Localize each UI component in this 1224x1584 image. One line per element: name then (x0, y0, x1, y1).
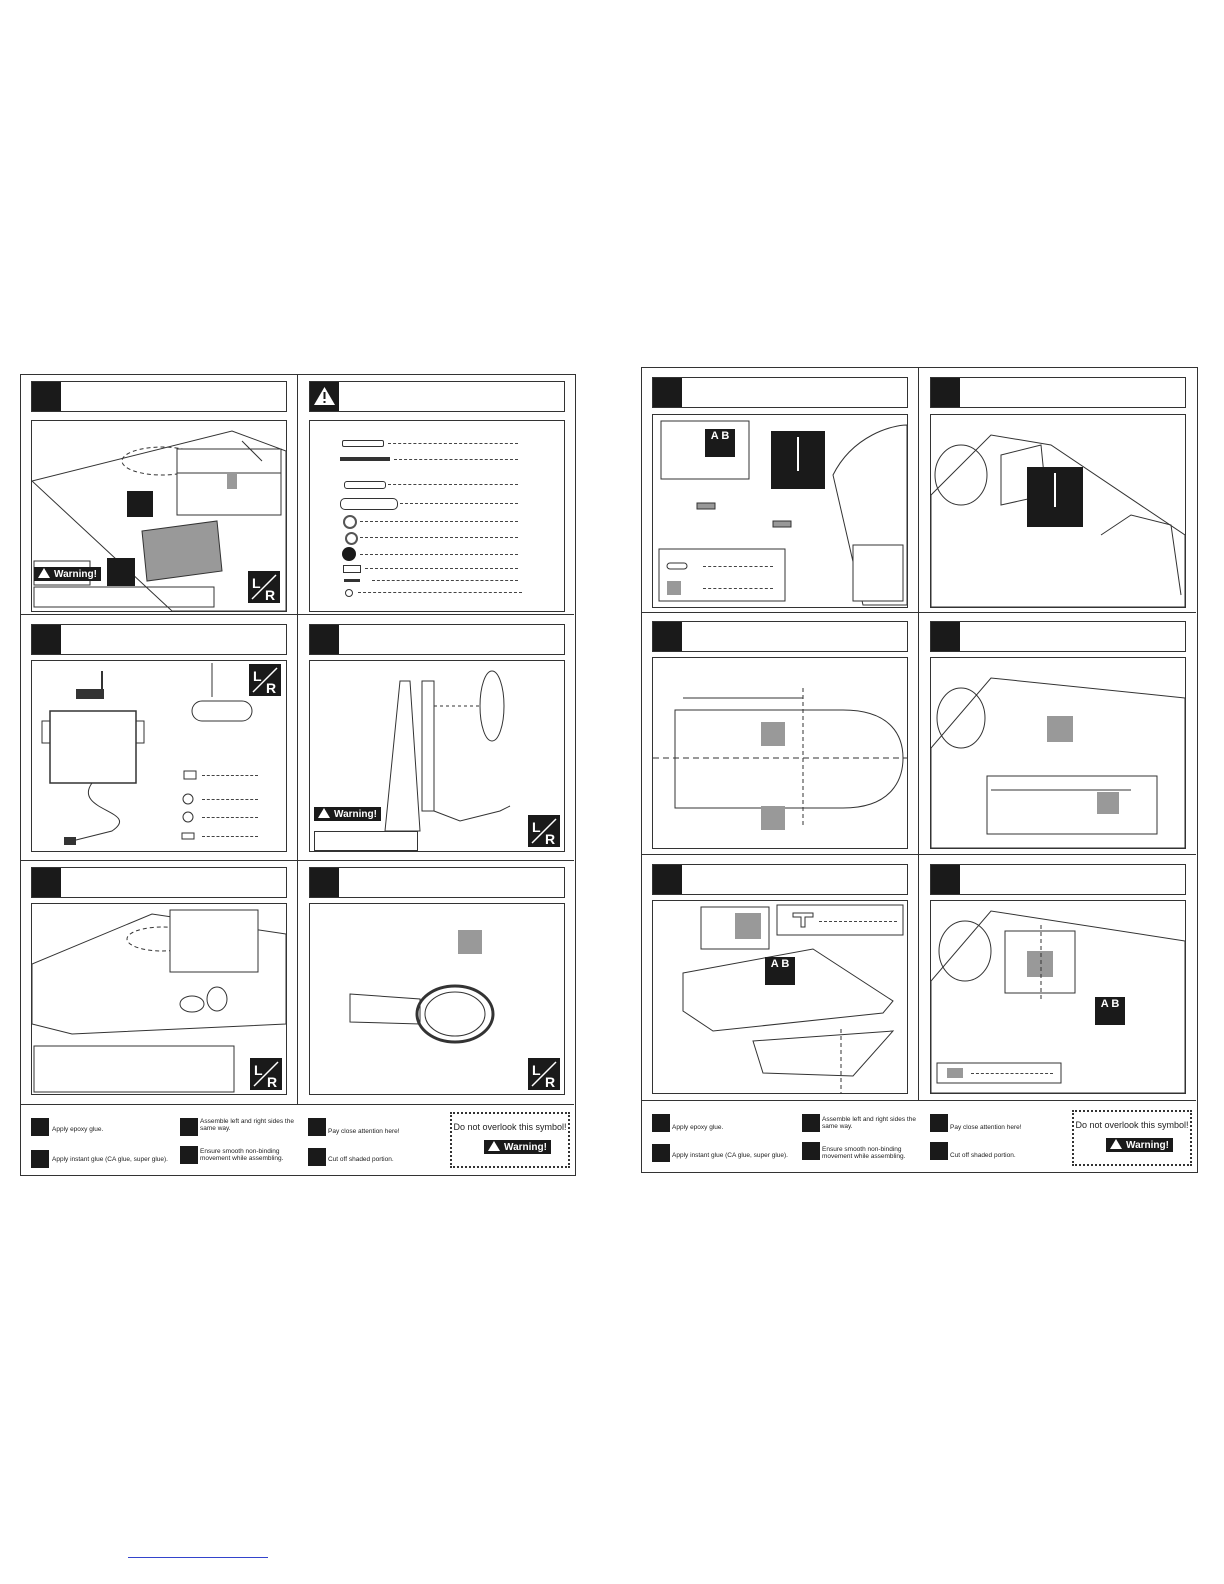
legend-epoxy-text: Apply epoxy glue. (672, 1124, 724, 1131)
left-sheet-row-divider-1 (21, 614, 574, 615)
legend-smooth-text: Ensure smooth non-binding movement while assembling. (200, 1148, 284, 1162)
smooth-movement-icon (802, 1142, 820, 1160)
part-wheel-icon (342, 547, 356, 561)
part-ring-icon (343, 515, 357, 529)
legend-cut-text: Cut off shaded portion. (950, 1152, 1016, 1159)
part-hinge-icon (344, 481, 386, 489)
illustration-wing-hinge (31, 420, 287, 612)
warning-badge: Warning! (34, 567, 101, 581)
part-bolt-icon (340, 457, 390, 461)
part-dash (202, 817, 258, 818)
part-dash (703, 588, 773, 589)
left-sheet-row-divider-2 (21, 860, 574, 861)
legend-epoxy-text: Apply epoxy glue. (52, 1126, 104, 1133)
step-header (652, 621, 908, 652)
step-number-box (310, 625, 339, 654)
left-sheet-legend-divider (21, 1104, 574, 1105)
step-header (31, 381, 287, 412)
svg-text:R: R (267, 1074, 278, 1090)
svg-text:L: L (532, 819, 541, 835)
illustration-canopy-pins (652, 414, 908, 608)
svg-text:R: R (266, 680, 277, 696)
legend-lr-text: Assemble left and right sides the same way. (822, 1116, 916, 1130)
ca-glue-icon (31, 1150, 49, 1168)
step-header (31, 624, 287, 655)
step-number-box (32, 868, 61, 897)
left-right-icon (802, 1114, 820, 1132)
part-dash (358, 592, 522, 593)
left-right-icon (528, 1058, 560, 1090)
part-clip-icon (345, 532, 358, 545)
step-number-box (32, 382, 61, 411)
svg-text:L: L (252, 575, 261, 591)
smooth-movement-icon (107, 558, 135, 586)
step-number-box (653, 865, 682, 894)
step-header (309, 867, 565, 898)
warning-triangle-icon (310, 382, 339, 411)
ab-glue-tag: A B (765, 957, 795, 985)
svg-text:R: R (265, 587, 276, 603)
part-pin-icon (342, 440, 384, 447)
cut-icon (930, 1142, 948, 1160)
ca-glue-icon (652, 1144, 670, 1162)
right-sheet-row-divider-1 (642, 612, 1196, 613)
overlook-box (450, 1112, 570, 1168)
attention-icon (308, 1118, 326, 1136)
step-number-box (653, 622, 682, 651)
step-header (652, 864, 908, 895)
illustration-servo (31, 660, 287, 852)
left-right-icon (180, 1118, 198, 1136)
illustration-canopy-top (652, 657, 908, 849)
illustration-wheel-ring (309, 903, 565, 1095)
illustration-canopy-part (652, 900, 908, 1094)
attention-icon (930, 1114, 948, 1132)
legend-smooth-text: Ensure smooth non-binding movement while assembling. (822, 1146, 906, 1160)
left-right-icon (250, 1058, 282, 1090)
overlook-title: Do not overlook this symbol! (453, 1122, 567, 1132)
part-dash (202, 836, 258, 837)
step-header (930, 377, 1186, 408)
right-sheet-divider (918, 368, 919, 1100)
left-right-icon (248, 571, 280, 603)
part-dash (394, 459, 518, 460)
illustration-cockpit-drill (930, 414, 1186, 608)
note-box (314, 831, 418, 851)
warning-badge: Warning! (314, 807, 381, 821)
part-collar-icon (343, 565, 361, 573)
legend-ca-text: Apply instant glue (CA glue, super glue). (672, 1152, 788, 1159)
illustration-cockpit-glue (930, 900, 1186, 1094)
illustration-landing-gear (309, 660, 565, 852)
part-dash (360, 521, 518, 522)
part-dash (388, 484, 518, 485)
right-sheet-row-divider-2 (642, 854, 1196, 855)
step-number-box (931, 378, 960, 407)
warning-badge: Warning! (484, 1140, 551, 1154)
legend-attention-text: Pay close attention here! (950, 1124, 1022, 1131)
left-right-icon (249, 664, 281, 696)
ab-glue-tag: A B (705, 429, 735, 457)
legend-cut-text: Cut off shaded portion. (328, 1156, 394, 1163)
left-right-icon (528, 815, 560, 847)
part-dash (202, 799, 258, 800)
part-dash (360, 554, 518, 555)
step-header (652, 377, 908, 408)
warning-header (309, 381, 565, 412)
illustration-cockpit-measure (930, 657, 1186, 849)
part-dash (971, 1073, 1053, 1074)
step-header (930, 864, 1186, 895)
part-dash (360, 537, 518, 538)
illustration-wing-servo-mount (31, 903, 287, 1095)
step-header (309, 624, 565, 655)
step-number-box (653, 378, 682, 407)
part-horn-icon (340, 498, 398, 510)
part-dash (202, 775, 258, 776)
part-dash (703, 566, 773, 567)
right-sheet-legend-divider (642, 1100, 1196, 1101)
cut-icon (308, 1148, 326, 1166)
part-screw-icon (344, 579, 360, 582)
part-dash (365, 568, 518, 569)
overlook-box (1072, 1110, 1192, 1166)
part-dash (372, 580, 518, 581)
left-sheet-divider (297, 375, 298, 1105)
epoxy-icon (31, 1118, 49, 1136)
step-number-box (32, 625, 61, 654)
overlook-title: Do not overlook this symbol! (1075, 1120, 1189, 1130)
svg-text:R: R (545, 1074, 556, 1090)
legend-ca-text: Apply instant glue (CA glue, super glue). (52, 1156, 168, 1163)
part-washer-icon (345, 589, 353, 597)
step-number-box (931, 865, 960, 894)
part-dash (388, 443, 518, 444)
step-header (930, 621, 1186, 652)
smooth-movement-icon (180, 1146, 198, 1164)
svg-text:L: L (253, 668, 262, 684)
warning-badge: Warning! (1106, 1138, 1173, 1152)
legend-attention-text: Pay close attention here! (328, 1128, 400, 1135)
svg-text:R: R (545, 831, 556, 847)
step-number-box (931, 622, 960, 651)
legend-lr-text: Assemble left and right sides the same way. (200, 1118, 294, 1132)
part-dash (400, 503, 518, 504)
svg-text:L: L (254, 1062, 263, 1078)
illustration-parts-list (309, 420, 565, 612)
step-header (31, 867, 287, 898)
footer-link-underline[interactable] (128, 1557, 268, 1558)
ab-glue-tag: A B (1095, 997, 1125, 1025)
part-dash (819, 921, 897, 922)
step-number-box (310, 868, 339, 897)
epoxy-icon (652, 1114, 670, 1132)
svg-text:L: L (532, 1062, 541, 1078)
